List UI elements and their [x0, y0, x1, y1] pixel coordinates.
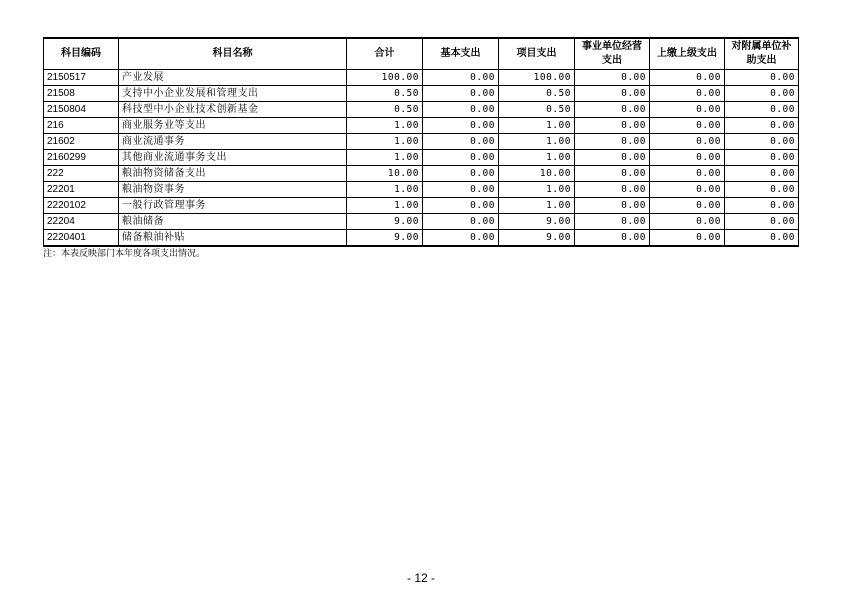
table-row [44, 150, 799, 166]
table-body [44, 70, 799, 247]
table-header-row [44, 38, 799, 70]
table-row [44, 214, 799, 230]
cell-basic: 0.00 [423, 150, 499, 166]
cell-name: 粮油物资事务 [119, 182, 347, 198]
cell-operating: 0.00 [575, 86, 650, 102]
cell-code: 22204 [44, 214, 119, 230]
cell-code: 2160299 [44, 150, 119, 166]
cell-subsidy: 0.00 [725, 150, 799, 166]
cell-remit: 0.00 [650, 214, 725, 230]
page-number: - 12 - [406, 571, 435, 585]
cell-basic: 0.00 [423, 86, 499, 102]
cell-basic: 0.00 [423, 198, 499, 214]
cell-subsidy: 0.00 [725, 118, 799, 134]
cell-remit: 0.00 [650, 86, 725, 102]
cell-basic: 0.00 [423, 118, 499, 134]
cell-basic: 0.00 [423, 166, 499, 182]
cell-name: 产业发展 [119, 70, 347, 86]
header-subsidy: 对附属单位补助支出 [725, 38, 799, 70]
cell-subsidy: 0.00 [725, 70, 799, 86]
cell-code: 21602 [44, 134, 119, 150]
cell-code: 2220401 [44, 230, 119, 247]
cell-code: 2150517 [44, 70, 119, 86]
cell-name: 科技型中小企业技术创新基金 [119, 102, 347, 118]
table-row [44, 198, 799, 214]
cell-code: 21508 [44, 86, 119, 102]
cell-total: 1.00 [347, 182, 423, 198]
header-code: 科目编码 [44, 38, 119, 70]
cell-basic: 0.00 [423, 230, 499, 247]
cell-code: 222 [44, 166, 119, 182]
cell-subsidy: 0.00 [725, 102, 799, 118]
cell-name: 粮油储备 [119, 214, 347, 230]
table-row [44, 182, 799, 198]
cell-total: 9.00 [347, 230, 423, 247]
cell-operating: 0.00 [575, 70, 650, 86]
cell-remit: 0.00 [650, 230, 725, 247]
cell-subsidy: 0.00 [725, 182, 799, 198]
cell-name: 储备粮油补贴 [119, 230, 347, 247]
header-operating: 事业单位经营支出 [575, 38, 650, 70]
table-row [44, 118, 799, 134]
cell-operating: 0.00 [575, 118, 650, 134]
header-total: 合计 [347, 38, 423, 70]
cell-subsidy: 0.00 [725, 214, 799, 230]
header-name: 科目名称 [119, 38, 347, 70]
cell-total: 1.00 [347, 150, 423, 166]
cell-basic: 0.00 [423, 134, 499, 150]
cell-project: 0.50 [499, 86, 575, 102]
cell-project: 1.00 [499, 182, 575, 198]
cell-remit: 0.00 [650, 118, 725, 134]
cell-name: 其他商业流通事务支出 [119, 150, 347, 166]
cell-project: 0.50 [499, 102, 575, 118]
cell-project: 9.00 [499, 214, 575, 230]
cell-name: 支持中小企业发展和管理支出 [119, 86, 347, 102]
cell-basic: 0.00 [423, 70, 499, 86]
cell-operating: 0.00 [575, 150, 650, 166]
header-basic: 基本支出 [423, 38, 499, 70]
cell-name: 商业服务业等支出 [119, 118, 347, 134]
cell-basic: 0.00 [423, 102, 499, 118]
cell-operating: 0.00 [575, 134, 650, 150]
table-row [44, 86, 799, 102]
header-remit: 上缴上级支出 [650, 38, 725, 70]
cell-total: 1.00 [347, 198, 423, 214]
cell-total: 100.00 [347, 70, 423, 86]
cell-remit: 0.00 [650, 134, 725, 150]
cell-project: 10.00 [499, 166, 575, 182]
cell-remit: 0.00 [650, 150, 725, 166]
cell-basic: 0.00 [423, 182, 499, 198]
cell-project: 9.00 [499, 230, 575, 247]
cell-total: 0.50 [347, 102, 423, 118]
cell-total: 0.50 [347, 86, 423, 102]
table-row [44, 70, 799, 86]
cell-subsidy: 0.00 [725, 198, 799, 214]
cell-total: 9.00 [347, 214, 423, 230]
cell-project: 1.00 [499, 150, 575, 166]
cell-code: 216 [44, 118, 119, 134]
cell-subsidy: 0.00 [725, 166, 799, 182]
cell-total: 10.00 [347, 166, 423, 182]
cell-remit: 0.00 [650, 102, 725, 118]
header-project: 项目支出 [499, 38, 575, 70]
table-row [44, 134, 799, 150]
cell-project: 1.00 [499, 134, 575, 150]
cell-remit: 0.00 [650, 70, 725, 86]
cell-project: 1.00 [499, 118, 575, 134]
cell-code: 2150804 [44, 102, 119, 118]
cell-operating: 0.00 [575, 214, 650, 230]
cell-project: 1.00 [499, 198, 575, 214]
cell-operating: 0.00 [575, 198, 650, 214]
cell-name: 商业流通事务 [119, 134, 347, 150]
cell-operating: 0.00 [575, 102, 650, 118]
cell-total: 1.00 [347, 118, 423, 134]
cell-remit: 0.00 [650, 198, 725, 214]
expenditure-table [43, 37, 799, 247]
cell-subsidy: 0.00 [725, 134, 799, 150]
cell-code: 2220102 [44, 198, 119, 214]
cell-operating: 0.00 [575, 230, 650, 247]
cell-name: 粮油物资储备支出 [119, 166, 347, 182]
cell-name: 一般行政管理事务 [119, 198, 347, 214]
cell-operating: 0.00 [575, 182, 650, 198]
cell-total: 1.00 [347, 134, 423, 150]
cell-remit: 0.00 [650, 182, 725, 198]
cell-subsidy: 0.00 [725, 230, 799, 247]
table-note: 注：本表反映部门本年度各项支出情况。 [43, 249, 206, 259]
table-row [44, 166, 799, 182]
cell-operating: 0.00 [575, 166, 650, 182]
cell-project: 100.00 [499, 70, 575, 86]
cell-basic: 0.00 [423, 214, 499, 230]
cell-code: 22201 [44, 182, 119, 198]
cell-remit: 0.00 [650, 166, 725, 182]
table-row [44, 230, 799, 247]
table-row [44, 102, 799, 118]
cell-subsidy: 0.00 [725, 86, 799, 102]
